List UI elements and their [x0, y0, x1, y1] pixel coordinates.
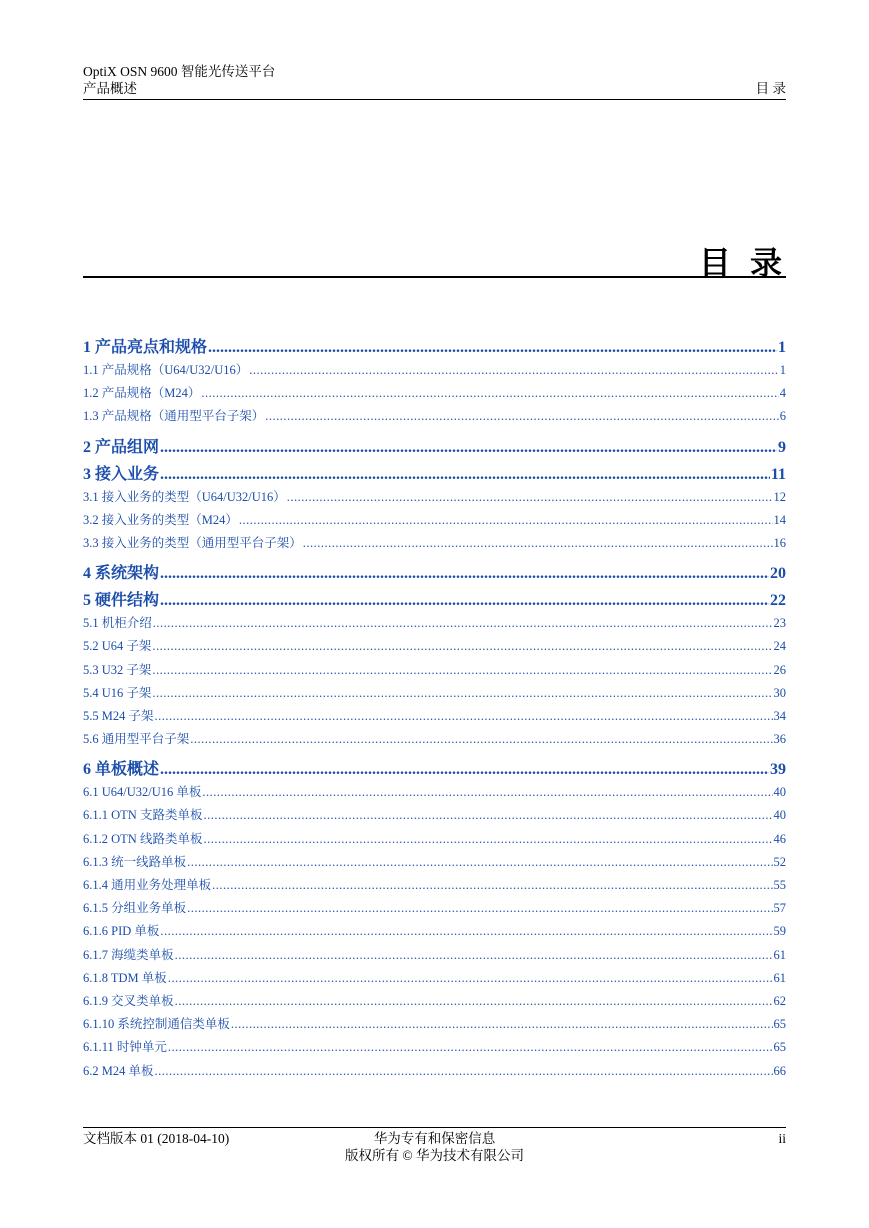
toc-section-link[interactable]	[83, 1014, 786, 1037]
toc-entry-page-number: 6	[779, 409, 786, 424]
toc-dot-leader	[155, 709, 773, 724]
toc-entry-label: 5.4 U16 子架	[83, 685, 152, 700]
toc-dot-leader	[175, 994, 773, 1009]
toc-dot-leader	[265, 409, 778, 424]
toc-dot-leader	[160, 439, 777, 457]
toc-dot-leader	[152, 639, 772, 654]
toc-dot-leader	[208, 339, 777, 357]
toc-dot-leader	[287, 490, 773, 505]
header-product-name: OptiX OSN 9600 智能光传送平台	[83, 64, 276, 79]
toc-dot-leader	[187, 901, 772, 916]
toc-chapter-link[interactable]	[83, 461, 786, 484]
toc-section-link[interactable]	[83, 729, 786, 752]
toc-entry-page-number: 23	[773, 616, 786, 631]
toc-dot-leader	[187, 855, 772, 870]
toc-section-link[interactable]	[83, 829, 786, 852]
toc-entry-label: 6.1.9 交叉类单板	[83, 993, 174, 1008]
toc-entry-label: 1 产品亮点和规格	[83, 339, 208, 356]
toc-entry-page-number: 20	[770, 565, 786, 583]
toc-entry-page-number: 11	[770, 465, 786, 483]
table-of-contents	[83, 334, 786, 1084]
toc-dot-leader	[249, 363, 778, 378]
toc-dot-leader	[152, 663, 772, 678]
toc-dot-leader	[155, 1064, 773, 1079]
toc-entry-page-number: 52	[773, 854, 786, 869]
toc-dot-leader	[190, 732, 772, 747]
toc-section-link[interactable]	[83, 613, 786, 636]
toc-section-link[interactable]	[83, 360, 786, 383]
toc-entry-page-number: 39	[770, 761, 786, 779]
toc-entry-label: 6.1.3 统一线路单板	[83, 854, 187, 869]
toc-entry-label: 6 单板概述	[83, 761, 160, 779]
toc-entry-page-number: 1	[778, 339, 786, 356]
toc-section-link[interactable]	[83, 636, 786, 659]
toc-entry-page-number: 24	[773, 639, 786, 654]
toc-entry-page-number: 4	[779, 386, 786, 401]
toc-entry-label: 3 接入业务	[83, 465, 160, 483]
toc-entry-page-number: 59	[773, 924, 786, 939]
toc-entry-label: 5.2 U64 子架	[83, 639, 152, 654]
toc-dot-leader	[160, 565, 769, 583]
toc-section-link[interactable]	[83, 852, 786, 875]
toc-entry-label: 6.1.8 TDM 单板	[83, 970, 167, 985]
toc-entry-label: 3.2 接入业务的类型（M24）	[83, 512, 238, 527]
toc-entry-label: 6.1.7 海缆类单板	[83, 947, 174, 962]
toc-entry-page-number: 66	[773, 1063, 786, 1078]
toc-entry-page-number: 40	[773, 785, 786, 800]
toc-entry-page-number: 65	[773, 1040, 786, 1055]
header-divider	[83, 99, 786, 100]
toc-entry-page-number: 9	[778, 438, 786, 456]
toc-entry-label: 6.1.2 OTN 线路类单板	[83, 831, 203, 846]
toc-section-link[interactable]	[83, 991, 786, 1014]
toc-chapter-link[interactable]	[83, 587, 786, 610]
toc-entry-label: 6.1 U64/U32/U16 单板	[83, 785, 202, 800]
toc-entry-page-number: 61	[773, 970, 786, 985]
toc-entry-label: 5.1 机柜介绍	[83, 616, 152, 631]
toc-dot-leader	[231, 1017, 773, 1032]
footer-confidential-notice: 华为专有和保密信息	[373, 1131, 496, 1146]
toc-chapter-link[interactable]	[83, 334, 786, 357]
toc-chapter-link[interactable]	[83, 434, 786, 457]
toc-entry-label: 5.6 通用型平台子架	[83, 732, 190, 747]
toc-dot-leader	[212, 878, 772, 893]
page-title: 目 录	[698, 244, 786, 282]
toc-section-link[interactable]	[83, 706, 786, 729]
toc-entry-page-number: 34	[773, 708, 786, 723]
toc-section-link[interactable]	[83, 1037, 786, 1060]
title-divider	[83, 276, 786, 278]
toc-entry-label: 5.5 M24 子架	[83, 708, 154, 723]
toc-dot-leader	[160, 592, 769, 610]
toc-section-link[interactable]	[83, 921, 786, 944]
toc-dot-leader	[168, 971, 773, 986]
toc-dot-leader	[303, 536, 773, 551]
toc-section-link[interactable]	[83, 968, 786, 991]
toc-section-link[interactable]	[83, 875, 786, 898]
toc-entry-page-number: 40	[773, 808, 786, 823]
toc-section-link[interactable]	[83, 510, 786, 533]
header-section-name: 目 录	[755, 81, 786, 96]
toc-entry-label: 5 硬件结构	[83, 592, 160, 610]
toc-entry-label: 6.1.11 时钟单元	[83, 1040, 167, 1055]
toc-chapter-link[interactable]	[83, 560, 786, 583]
toc-entry-page-number: 30	[773, 685, 786, 700]
toc-entry-page-number: 62	[773, 993, 786, 1008]
toc-entry-page-number: 26	[773, 662, 786, 677]
toc-entry-label: 6.1.10 系统控制通信类单板	[83, 1017, 230, 1032]
toc-entry-label: 1.2 产品规格（M24）	[83, 386, 201, 401]
toc-entry-page-number: 16	[773, 535, 786, 550]
page-header	[83, 63, 786, 97]
footer-copyright: 版权所有 © 华为技术有限公司	[344, 1148, 524, 1163]
toc-section-link[interactable]	[83, 683, 786, 706]
toc-entry-label: 2 产品组网	[83, 438, 160, 456]
toc-dot-leader	[153, 616, 773, 631]
toc-dot-leader	[202, 785, 772, 800]
toc-entry-page-number: 12	[773, 489, 786, 504]
toc-entry-label: 1.3 产品规格（通用型平台子架）	[83, 409, 265, 424]
toc-entry-label: 6.1.1 OTN 支路类单板	[83, 808, 203, 823]
toc-section-link[interactable]	[83, 1061, 786, 1084]
toc-entry-label: 3.3 接入业务的类型（通用型平台子架）	[83, 535, 302, 550]
toc-entry-label: 1.1 产品规格（U64/U32/U16）	[83, 363, 249, 377]
toc-dot-leader	[175, 948, 773, 963]
toc-entry-page-number: 57	[773, 901, 786, 916]
footer-page-number: ii	[778, 1131, 786, 1146]
toc-section-link[interactable]	[83, 660, 786, 683]
toc-dot-leader	[160, 466, 770, 484]
header-document-name: 产品概述	[83, 81, 137, 96]
toc-dot-leader	[239, 513, 773, 528]
toc-entry-page-number: 36	[773, 732, 786, 747]
toc-entry-page-number: 65	[773, 1017, 786, 1032]
toc-dot-leader	[168, 1040, 773, 1055]
footer-document-version: 文档版本 01 (2018-04-10)	[83, 1131, 230, 1146]
toc-entry-label: 6.1.4 通用业务处理单板	[83, 878, 212, 892]
toc-entry-page-number: 61	[773, 947, 786, 962]
toc-entry-page-number: 55	[773, 878, 786, 892]
footer-divider	[83, 1127, 786, 1128]
toc-section-link[interactable]	[83, 805, 786, 828]
toc-section-link[interactable]	[83, 487, 786, 510]
toc-entry-page-number: 46	[773, 831, 786, 846]
toc-section-link[interactable]	[83, 782, 786, 805]
toc-entry-label: 6.2 M24 单板	[83, 1063, 154, 1078]
toc-entry-label: 3.1 接入业务的类型（U64/U32/U16）	[83, 489, 286, 504]
toc-entry-page-number: 22	[770, 592, 786, 610]
toc-dot-leader	[160, 761, 769, 779]
toc-dot-leader	[152, 686, 772, 701]
toc-section-link[interactable]	[83, 406, 786, 429]
toc-entry-page-number: 14	[773, 512, 786, 527]
toc-section-link[interactable]	[83, 945, 786, 968]
toc-entry-label: 6.1.6 PID 单板	[83, 924, 160, 939]
toc-dot-leader	[203, 832, 772, 847]
toc-section-link[interactable]	[83, 898, 786, 921]
toc-dot-leader	[201, 386, 778, 401]
toc-entry-label: 6.1.5 分组业务单板	[83, 901, 187, 916]
toc-dot-leader	[203, 808, 772, 823]
toc-entry-label: 4 系统架构	[83, 565, 160, 583]
toc-entry-page-number: 1	[779, 363, 786, 377]
toc-section-link[interactable]	[83, 533, 786, 556]
toc-dot-leader	[160, 924, 772, 939]
toc-section-link[interactable]	[83, 383, 786, 406]
toc-chapter-link[interactable]	[83, 756, 786, 779]
toc-entry-label: 5.3 U32 子架	[83, 662, 152, 677]
